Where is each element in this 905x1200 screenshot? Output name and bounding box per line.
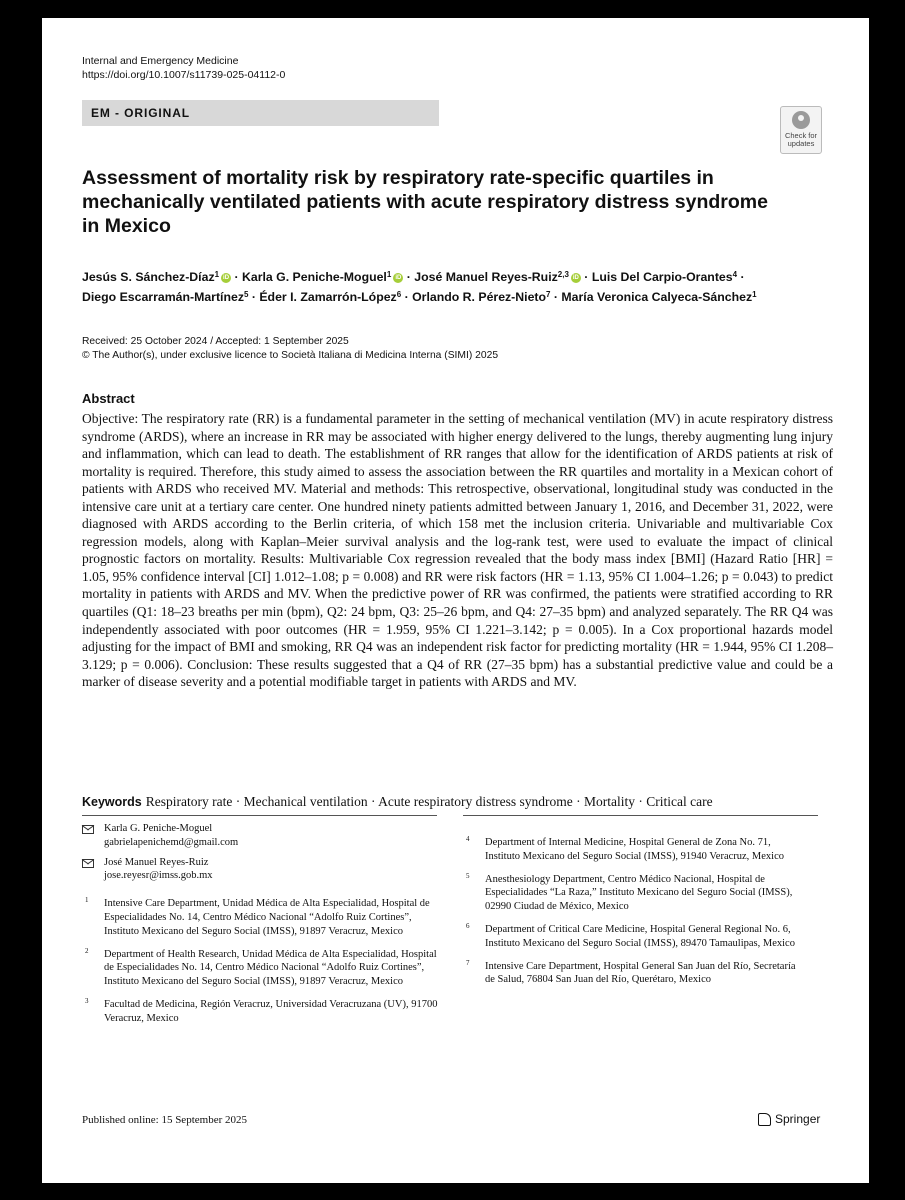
- author-affiliation-sup: 1: [386, 270, 392, 279]
- author-name: Orlando R. Pérez-Nieto: [412, 290, 547, 304]
- affiliation-text: Intensive Care Department, Unidad Médica de Alta Especialidad, Hospital de Especialidades No. 14, Centro Médico Nacional “Adolfo Ruiz Cortines”, Instituto Mexicano del Seguro Social (IMSS), 91897 Veracruz, Mexico: [104, 898, 430, 937]
- section-label: EM - ORIGINAL: [82, 100, 439, 126]
- affiliation-3: [82, 998, 442, 1026]
- check-updates-icon: [792, 111, 810, 129]
- author-separator: ·: [550, 290, 562, 304]
- left-column-rule: [82, 815, 437, 816]
- author[interactable]: [561, 290, 756, 304]
- affiliation-number: 5: [466, 871, 470, 880]
- author-affiliation-sup: 5: [243, 290, 249, 299]
- author-name: Diego Escarramán-Martínez: [82, 290, 244, 304]
- author[interactable]: [592, 270, 737, 284]
- affiliation-text: Facultad de Medicina, Región Veracruz, Universidad Veracruzana (UV), 91700 Veracruz, Mexico: [104, 998, 438, 1024]
- affiliation-5: [463, 873, 803, 914]
- author[interactable]: [82, 290, 248, 304]
- envelope-icon: [82, 859, 94, 868]
- author-affiliation-sup: 4: [732, 270, 738, 279]
- affiliation-text: Department of Critical Care Medicine, Hospital General Regional No. 6, Instituto Mexicano del Seguro Social (IMSS), 89470 Tamaulipas, Mexico: [485, 923, 795, 949]
- correspondence-name: José Manuel Reyes-Ruiz: [104, 856, 209, 868]
- orcid-icon[interactable]: iD: [395, 274, 402, 281]
- publisher-name: Springer: [775, 1112, 821, 1126]
- author-affiliation-sup: 1: [752, 290, 757, 299]
- author-affiliation-sup: 6: [396, 290, 402, 299]
- author-name: Karla G. Peniche-Moguel: [241, 270, 387, 284]
- orcid-icon[interactable]: iD: [572, 274, 579, 281]
- affiliation-4: [463, 836, 803, 864]
- author[interactable]: [414, 270, 581, 284]
- author-separator: ·: [737, 270, 745, 284]
- author[interactable]: [82, 270, 231, 284]
- author[interactable]: [259, 290, 401, 304]
- correspondence-email[interactable]: gabrielapenichemd@gmail.com: [104, 836, 239, 848]
- author-name: María Veronica Calyeca-Sánchez: [561, 290, 753, 304]
- affiliation-7: [463, 960, 803, 988]
- author-affiliation-sup: 7: [546, 290, 551, 299]
- affiliation-number: 4: [466, 835, 470, 843]
- right-column-rule: [463, 815, 818, 816]
- author-name: Luis Del Carpio-Orantes: [591, 270, 733, 284]
- affiliation-text: Department of Health Research, Unidad Médica de Alta Especialidad, Hospital de Especialidades No. 14, Centro Médico Nacional “Adolfo Ruiz Cortines”, Instituto Mexicano del Seguro Social (IMSS), 91897 Veracruz, Mexico: [104, 948, 437, 988]
- check-updates-label: Check for updates: [784, 131, 818, 148]
- affiliation-number: 1: [85, 896, 89, 905]
- author-separator: ·: [580, 270, 592, 284]
- author-separator: ·: [403, 270, 415, 284]
- affiliation-1: [82, 897, 442, 938]
- published-online: Published online: 15 September 2025: [82, 1114, 247, 1126]
- affiliation-number: 3: [85, 996, 89, 1005]
- author-separator: ·: [231, 270, 242, 284]
- right-footnotes: [463, 822, 803, 996]
- publisher-logo: [758, 1112, 820, 1126]
- journal-name: Internal and Emergency Medicine: [82, 55, 239, 67]
- article-dates: [82, 335, 498, 363]
- correspondence-item: [82, 822, 442, 850]
- author-affiliation-sup: 2,3: [557, 270, 569, 279]
- affiliation-text: Anesthesiology Department, Centro Médico Nacional, Hospital de Especialidades “La Raza,” Instituto Mexicano del Seguro Social (IMSS), 02990 Ciudad de México, Mexico: [485, 873, 793, 913]
- abstract-heading: Abstract: [82, 391, 135, 406]
- affiliation-2: [82, 948, 442, 989]
- envelope-icon: [82, 825, 94, 834]
- author[interactable]: [412, 290, 550, 304]
- author-separator: ·: [248, 290, 260, 304]
- keywords-text: Respiratory rate · Mechanical ventilation · Acute respiratory distress syndrome · Mortality · Critical care: [145, 794, 713, 809]
- article-title: Assessment of mortality risk by respiratory rate-specific quartiles in mechanically ventilated patients with acute respiratory distress syndrome in Mexico: [82, 167, 768, 237]
- journal-header: [82, 54, 285, 82]
- author-affiliation-sup: 1: [214, 270, 220, 279]
- author-separator: ·: [401, 290, 413, 304]
- orcid-icon[interactable]: iD: [223, 274, 230, 281]
- keywords: [82, 794, 713, 810]
- affiliation-number: 6: [466, 921, 470, 930]
- affiliation-number: 2: [85, 946, 89, 955]
- affiliation-6: [463, 923, 803, 951]
- author-name: Éder I. Zamarrón-López: [259, 290, 397, 304]
- author-name: José Manuel Reyes-Ruiz: [414, 270, 558, 284]
- copyright: © The Author(s), under exclusive licence to Società Italiana di Medicina Interna (SIMI) 2025: [82, 350, 499, 361]
- author-name: Jesús S. Sánchez-Díaz: [82, 270, 215, 284]
- correspondence-item: [82, 856, 442, 884]
- received-accepted: Received: 25 October 2024 / Accepted: 1 September 2025: [82, 336, 349, 347]
- author[interactable]: [242, 270, 403, 284]
- affiliation-text: Intensive Care Department, Hospital General San Juan del Río, Secretaría de Salud, 76804 San Juan del Río, Querétaro, Mexico: [485, 960, 796, 986]
- affiliation-number: 7: [466, 958, 470, 967]
- abstract-text: Objective: The respiratory rate (RR) is a fundamental parameter in the setting of mechanical ventilation (MV) in acute respiratory distress syndrome (ARDS), where an increase in RR may be associated with higher energy delivered to the lungs, thereby augmenting lung injury and inflammation, which can lead to death. The establishment of RR ranges that allow for the identification of ARDS patients at risk of mortality is required. Therefore, this study aimed to assess the association between the RR quartiles and mortality in a Mexican cohort of patients with ARDS who received MV. Material and methods: This retrospective, observational, longitudinal study was conducted in the intensive care unit at a tertiary care center. One hundred ninety patients admitted between January 1, 2016, and December 31, 2022, were diagnosed with ARDS according to the Berlin criteria, of which 158 met the inclusion criteria. Univariable and multivariable Cox regression models, along with Kaplan–Meier survival analysis and the log-rank test, were used to evaluate the impact of clinical prognostic factors on mortality. Results: Multivariable Cox regression revealed that the body mass index [BMI] (Hazard Ratio [HR] = 1.05, 95% confidence interval [CI] 1.012–1.08; p = 0.008) and RR were risk factors (HR = 1.13, 95% CI 1.004–1.26; p = 0.043) to predict mortality in patients with ARDS and MV. When the predictive power of RR was confirmed, the patients were stratified according to RR quartiles (Q1: 18–23 breaths per min (bpm), Q2: 24 bpm, Q3: 25–26 bpm, and Q4: 27–35 bpm) and analyzed separately. The RR Q4 was independently associated with poor outcomes (HR = 1.959, 95% CI 1.221–3.142; p = 0.005). In a Cox proportional hazards model adjusting for the impact of BMI and smoking, RR Q4 was an independent risk factor for predicting mortality (HR = 1.944, 95% CI 1.208–3.129; p = 0.006). Conclusion: These results suggested that a Q4 of RR (27–35 bpm) has a substantial predictive value and could be a marker of disease severity and a potential modifiable target in patients with ARDS and MV.: [82, 411, 833, 690]
- correspondence-name: Karla G. Peniche-Moguel: [104, 823, 213, 834]
- affiliation-text: Department of Internal Medicine, Hospital General de Zona No. 71, Instituto Mexicano del Seguro Social (IMSS), 91940 Veracruz, Mexico: [485, 837, 784, 862]
- doi-link[interactable]: https://doi.org/10.1007/s11739-025-04112-0: [82, 69, 286, 81]
- author-list: [82, 267, 842, 307]
- left-footnotes: [82, 822, 442, 1035]
- keywords-label: Keywords: [82, 795, 142, 809]
- correspondence-email[interactable]: jose.reyesr@imss.gob.mx: [104, 870, 213, 882]
- article-page: [42, 18, 869, 1183]
- check-for-updates-badge[interactable]: [780, 106, 822, 154]
- springer-horse-icon: [758, 1113, 771, 1126]
